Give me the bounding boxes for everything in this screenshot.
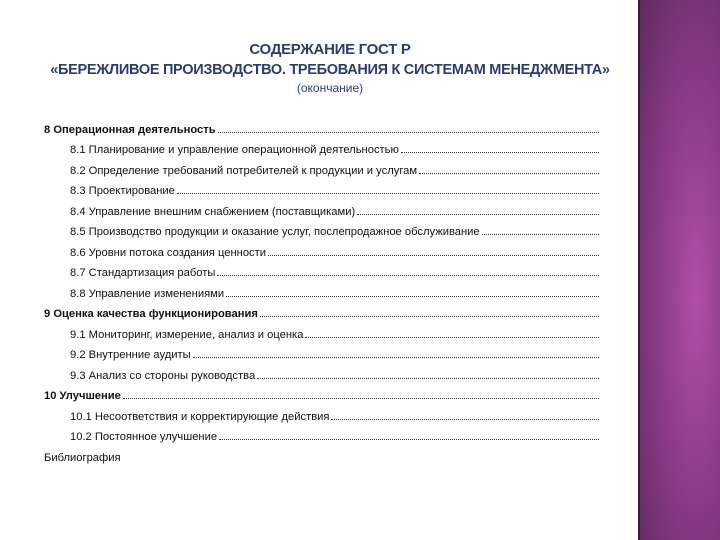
dot-leader	[419, 172, 599, 174]
toc-entry	[44, 197, 599, 218]
toc-entry-text: Библиография	[44, 451, 121, 464]
toc-entry	[44, 177, 599, 198]
toc-entry-text: 10.2 Постоянное улучшение	[70, 431, 218, 443]
toc-entry-text: 9.1 Мониторинг, измерение, анализ и оценка	[70, 328, 304, 341]
dot-leader	[123, 397, 599, 399]
toc-entry-text: 8.8 Управление изменениями	[70, 287, 225, 300]
toc-entry-text: 8.2 Определение требований потребителей к продукции и услугам	[70, 164, 418, 177]
toc-entry-text: 8.5 Производство продукции и оказание услуг, послепродажное обслуживание	[70, 226, 480, 238]
toc-entry	[44, 156, 599, 177]
toc-entry	[44, 259, 599, 280]
toc-entry-text: 8.4 Управление внешним снабжением (поставщиками)	[70, 205, 356, 218]
dot-leader	[268, 254, 599, 256]
dot-leader	[257, 377, 599, 379]
dot-leader	[401, 151, 599, 153]
dot-leader	[331, 418, 599, 420]
dot-leader	[177, 192, 599, 194]
toc-entry-text: 8.7 Стандартизация работы	[70, 267, 216, 279]
toc-entry-text: 8.3 Проектирование	[70, 185, 175, 197]
toc-entry	[44, 300, 599, 321]
toc-entry	[44, 443, 599, 464]
toc-entry	[44, 320, 599, 341]
toc-entry	[44, 136, 599, 157]
title-block	[30, 40, 630, 95]
toc-entry	[44, 238, 599, 259]
title-line-1: СОДЕРЖАНИЕ ГОСТ Р	[249, 41, 411, 58]
toc-entry-text: 9.3 Анализ со стороны руководства	[70, 369, 256, 382]
table-of-contents	[44, 115, 599, 464]
toc-entry-text: 8 Операционная деятельность	[44, 123, 216, 136]
toc-entry	[44, 115, 599, 136]
toc-entry-text: 8.1 Планирование и управление операционной деятельностью	[70, 144, 399, 156]
toc-entry	[44, 218, 599, 239]
toc-entry-text: 9.2 Внутренние аудиты	[70, 349, 191, 361]
toc-entry	[44, 402, 599, 423]
toc-entry-text: 10 Улучшение	[44, 390, 121, 402]
toc-entry-text: 8.6 Уровни потока создания ценности	[70, 246, 267, 259]
dot-leader	[217, 274, 599, 276]
dot-leader	[260, 315, 599, 317]
toc-entry-text: 10.1 Несоответствия и корректирующие действия	[70, 410, 330, 423]
toc-entry	[44, 382, 599, 403]
toc-entry	[44, 279, 599, 300]
dot-leader	[305, 336, 599, 338]
title-line-2: «БЕРЕЖЛИВОЕ ПРОИЗВОДСТВО. ТРЕБОВАНИЯ К СИСТЕМАМ МЕНЕДЖМЕНТА»	[50, 62, 610, 78]
dot-leader	[482, 233, 599, 235]
dot-leader	[226, 295, 599, 297]
dot-leader	[357, 213, 599, 215]
dot-leader	[193, 356, 599, 358]
dot-leader	[219, 438, 599, 440]
toc-entry-text: 9 Оценка качества функционирования	[44, 308, 258, 320]
toc-entry	[44, 423, 599, 444]
dot-leader	[218, 131, 599, 133]
decorative-side-panel	[640, 0, 720, 540]
toc-entry	[44, 341, 599, 362]
subtitle: (окончание)	[296, 81, 364, 95]
toc-entry	[44, 361, 599, 382]
